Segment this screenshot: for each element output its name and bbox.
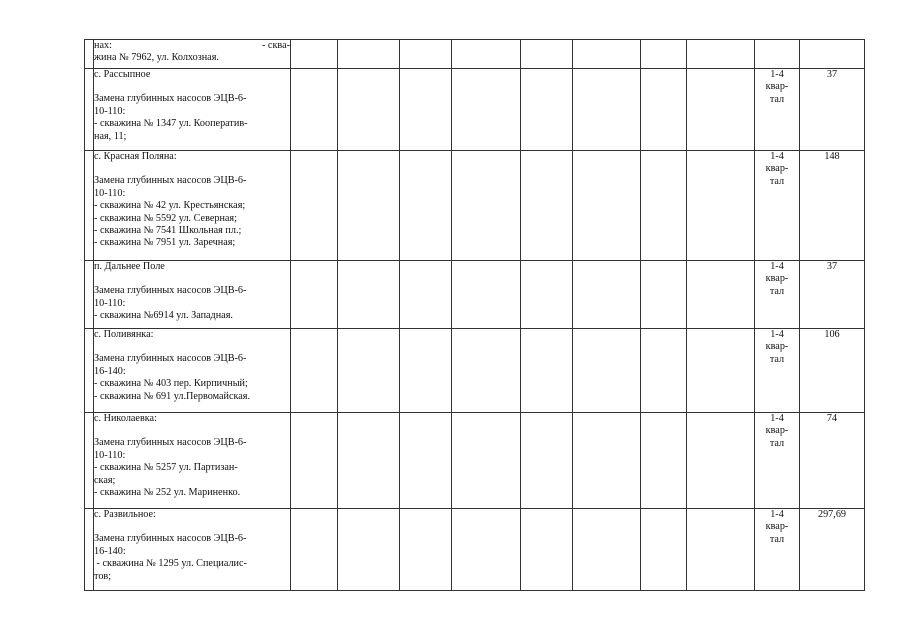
description-line: жина № 7962, ул. Колхозная. — [94, 52, 219, 64]
term-cell: 1-4 квар- тал — [755, 69, 800, 151]
description-line: - скважина №6914 ул. Западная. — [94, 310, 233, 322]
empty-cell — [452, 40, 521, 69]
row-number-cell — [85, 413, 94, 509]
row-number-cell — [85, 509, 94, 591]
row-number-cell — [85, 261, 94, 329]
empty-cell — [573, 261, 641, 329]
description-line: - скважина № 7541 Школьная пл.; — [94, 225, 242, 237]
amount-cell: 148 — [800, 151, 865, 261]
table-row — [85, 69, 865, 151]
empty-cell — [400, 40, 452, 69]
description-line: - скважина № 5257 ул. Партизан- — [94, 462, 238, 474]
settlement-name: с. Красная Поляна: — [94, 151, 177, 162]
description-line: ская; — [94, 474, 116, 486]
empty-cell — [400, 413, 452, 509]
description-line: ная, 11; — [94, 130, 127, 142]
empty-cell — [400, 151, 452, 261]
empty-cell — [687, 40, 755, 69]
description-cell — [94, 40, 291, 69]
description-cell — [94, 261, 291, 329]
empty-cell — [521, 69, 573, 151]
empty-cell — [573, 40, 641, 69]
description-cell — [94, 329, 291, 413]
empty-cell — [338, 69, 400, 151]
term-cell: 1-4 квар- тал — [755, 329, 800, 413]
empty-cell — [452, 413, 521, 509]
table-row — [85, 509, 865, 591]
empty-cell — [641, 413, 687, 509]
empty-cell — [573, 69, 641, 151]
table-row — [85, 413, 865, 509]
empty-cell — [400, 509, 452, 591]
table-row — [85, 40, 865, 69]
amount-cell: 74 — [800, 413, 865, 509]
empty-cell — [521, 509, 573, 591]
row-number-cell — [85, 40, 94, 69]
empty-cell — [291, 69, 338, 151]
settlement-name: с. Рассыпное — [94, 69, 151, 80]
empty-cell — [400, 69, 452, 151]
empty-cell — [452, 69, 521, 151]
empty-cell — [641, 509, 687, 591]
empty-cell — [521, 40, 573, 69]
description-line: Замена глубинных насосов ЭЦВ-6- — [94, 533, 247, 545]
empty-cell — [338, 261, 400, 329]
description-line: - скважина № 7951 ул. Заречная; — [94, 237, 236, 249]
term-cell: 1-4 квар- тал — [755, 509, 800, 591]
empty-cell — [641, 40, 687, 69]
empty-cell — [452, 329, 521, 413]
empty-cell — [521, 329, 573, 413]
empty-cell — [573, 413, 641, 509]
empty-cell — [521, 413, 573, 509]
description-line: 10-110: — [94, 105, 126, 117]
empty-cell — [291, 509, 338, 591]
empty-cell — [338, 413, 400, 509]
empty-cell — [641, 261, 687, 329]
empty-cell — [687, 69, 755, 151]
description-line: Замена глубинных насосов ЭЦВ-6- — [94, 437, 247, 449]
description-cell — [94, 151, 291, 261]
description-line: 10-110: — [94, 297, 126, 309]
empty-cell — [687, 509, 755, 591]
description-line: - скважина № 403 пер. Кирпичный; — [94, 378, 248, 390]
description-line: - скважина № 5592 ул. Северная; — [94, 212, 237, 224]
works-table — [84, 39, 865, 591]
description-cell — [94, 413, 291, 509]
settlement-name: с. Поливянка: — [94, 329, 154, 340]
amount-cell: 297,69 — [800, 509, 865, 591]
amount-cell: 106 — [800, 329, 865, 413]
empty-cell — [687, 151, 755, 261]
empty-cell — [291, 413, 338, 509]
description-line — [94, 40, 290, 52]
empty-cell — [573, 509, 641, 591]
table-row — [85, 261, 865, 329]
term-cell — [755, 40, 800, 69]
empty-cell — [400, 329, 452, 413]
empty-cell — [338, 509, 400, 591]
empty-cell — [573, 329, 641, 413]
empty-cell — [291, 329, 338, 413]
empty-cell — [291, 40, 338, 69]
amount-cell — [800, 40, 865, 69]
description-line: 16-140: — [94, 545, 126, 557]
description-line: Замена глубинных насосов ЭЦВ-6- — [94, 285, 247, 297]
empty-cell — [641, 151, 687, 261]
empty-cell — [452, 261, 521, 329]
empty-cell — [687, 413, 755, 509]
empty-cell — [573, 151, 641, 261]
table-row — [85, 329, 865, 413]
settlement-name: п. Дальнее Поле — [94, 261, 165, 272]
description-text: - сква- — [261, 40, 290, 51]
table-row — [85, 151, 865, 261]
description-line: 10-110: — [94, 449, 126, 461]
row-number-cell — [85, 329, 94, 413]
empty-cell — [521, 261, 573, 329]
description-line: Замена глубинных насосов ЭЦВ-6- — [94, 175, 247, 187]
description-line: 10-110: — [94, 187, 126, 199]
description-line: - скважина № 1295 ул. Специалис- — [94, 558, 247, 570]
empty-cell — [291, 261, 338, 329]
empty-cell — [291, 151, 338, 261]
empty-cell — [400, 261, 452, 329]
description-cell — [94, 509, 291, 591]
description-cell — [94, 69, 291, 151]
empty-cell — [338, 151, 400, 261]
row-number-cell — [85, 69, 94, 151]
empty-cell — [687, 261, 755, 329]
description-line: Замена глубинных насосов ЭЦВ-6- — [94, 93, 247, 105]
description-line: тов; — [94, 570, 112, 582]
amount-cell: 37 — [800, 261, 865, 329]
description-line: - скважина № 1347 ул. Кооператив- — [94, 118, 248, 130]
description-line: - скважина № 42 ул. Крестьянская; — [94, 200, 246, 212]
amount-cell: 37 — [800, 69, 865, 151]
empty-cell — [452, 151, 521, 261]
description-line: 16-140: — [94, 365, 126, 377]
description-line: Замена глубинных насосов ЭЦВ-6- — [94, 353, 247, 365]
term-cell: 1-4 квар- тал — [755, 413, 800, 509]
empty-cell — [641, 69, 687, 151]
empty-cell — [338, 40, 400, 69]
empty-cell — [521, 151, 573, 261]
description-text: нах: — [94, 40, 112, 51]
description-line: - скважина № 691 ул.Первомайская. — [94, 390, 251, 402]
empty-cell — [338, 329, 400, 413]
empty-cell — [641, 329, 687, 413]
term-cell: 1-4 квар- тал — [755, 151, 800, 261]
empty-cell — [687, 329, 755, 413]
term-cell: 1-4 квар- тал — [755, 261, 800, 329]
row-number-cell — [85, 151, 94, 261]
settlement-name: с. Николаевка: — [94, 413, 157, 424]
empty-cell — [452, 509, 521, 591]
settlement-name: с. Развильное: — [94, 509, 156, 520]
description-line: - скважина № 252 ул. Мариненко. — [94, 487, 241, 499]
